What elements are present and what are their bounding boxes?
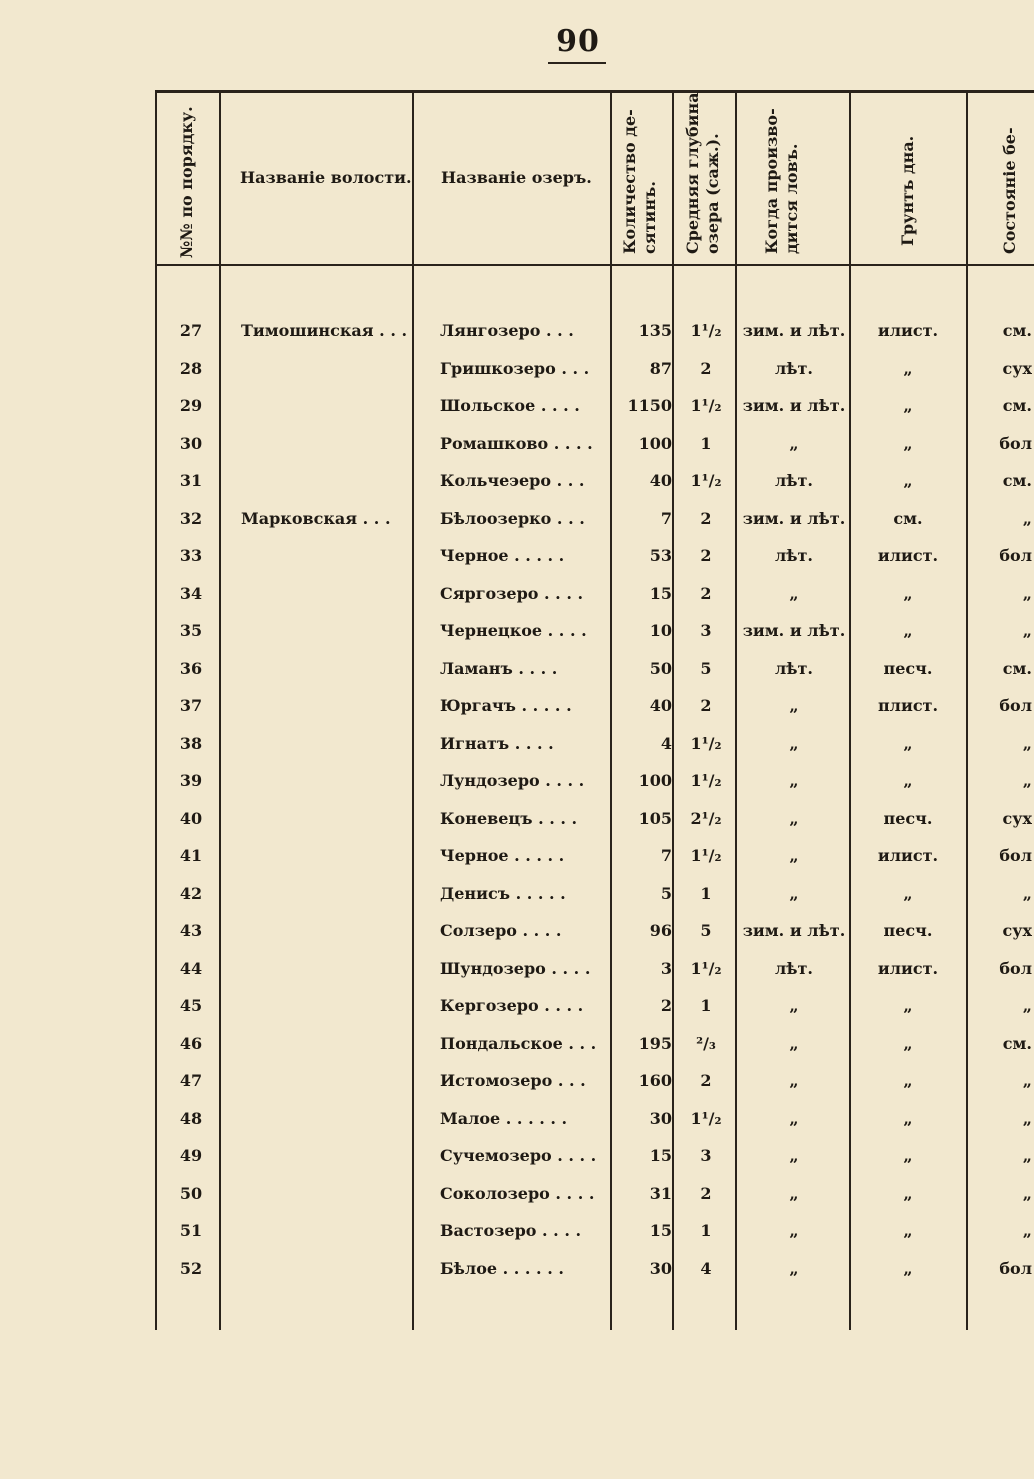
depth-value: 3 — [700, 621, 712, 640]
bottom-soil: илист. — [877, 321, 939, 340]
header-area-line2: сятинъ. — [640, 181, 659, 254]
bottom-soil: „ — [903, 1221, 913, 1240]
table-row — [0, 658, 1034, 680]
table-row — [0, 995, 1034, 1017]
header-bottom-rule — [155, 264, 1034, 266]
shore-state: „ — [1022, 1108, 1032, 1128]
depth-value: 2 — [700, 358, 712, 378]
row-number: 46 — [179, 1033, 203, 1053]
fishing-season: зим. и лѣт. — [742, 621, 846, 640]
fishing-season: лѣт. — [774, 658, 813, 678]
area-value: 105 — [638, 808, 672, 828]
shore-state: бол — [999, 958, 1032, 978]
header-num: №№ по порядку. — [177, 106, 196, 258]
depth-value: 4 — [700, 1258, 712, 1278]
table-row — [0, 583, 1034, 605]
table-row — [0, 433, 1034, 455]
row-number: 50 — [179, 1183, 203, 1203]
lake-name: Черное . . . . . — [440, 846, 565, 865]
lake-name: Черное . . . . . — [440, 546, 565, 565]
depth-value: 1¹/₂ — [690, 471, 722, 490]
bottom-soil: „ — [903, 358, 913, 378]
table-row — [0, 1183, 1034, 1205]
table-row — [0, 695, 1034, 717]
lake-name: Игнатъ . . . . — [440, 733, 554, 753]
fishing-season: „ — [789, 1108, 799, 1128]
header-area-line1: Количество де- — [620, 109, 639, 254]
depth-value: 1¹/₂ — [690, 733, 722, 753]
lake-name: Ромашково . . . . — [440, 433, 593, 453]
lake-name: Ламанъ . . . . — [440, 658, 558, 678]
shore-state: „ — [1022, 996, 1032, 1015]
shore-state: „ — [1022, 508, 1032, 528]
lake-name: Малое . . . . . . — [440, 1108, 568, 1128]
depth-value: 2 — [700, 583, 712, 603]
area-value: 5 — [660, 883, 672, 903]
fishing-season: зим. и лѣт. — [742, 921, 846, 940]
depth-value: 2 — [700, 1183, 712, 1203]
area-value: 7 — [660, 846, 672, 865]
lake-name: Бѣлоозерко . . . — [440, 508, 585, 528]
shore-state: „ — [1022, 1183, 1032, 1203]
row-number: 34 — [179, 583, 203, 603]
depth-value: 1¹/₂ — [690, 396, 722, 415]
row-number: 43 — [179, 921, 203, 940]
depth-value: 1 — [700, 996, 712, 1015]
row-number: 32 — [179, 508, 203, 528]
lake-name: Сучемозеро . . . . — [440, 1146, 597, 1165]
area-value: 31 — [649, 1183, 672, 1203]
table-row — [0, 620, 1034, 642]
bottom-soil: „ — [903, 471, 913, 490]
depth-value: 1¹/₂ — [690, 1108, 722, 1128]
bottom-soil: илист. — [877, 846, 939, 865]
fishing-season: „ — [789, 996, 799, 1015]
lake-name: Лянгозеро . . . — [440, 321, 574, 340]
area-value: 15 — [649, 1146, 672, 1165]
row-number: 41 — [179, 846, 203, 865]
row-number: 44 — [179, 958, 203, 978]
row-number: 47 — [179, 1071, 203, 1090]
fishing-season: „ — [789, 696, 799, 715]
table-row — [0, 1145, 1034, 1167]
shore-state: бол — [999, 1258, 1032, 1278]
depth-value: 3 — [700, 1146, 712, 1165]
depth-value: 1 — [700, 433, 712, 453]
bottom-soil: „ — [903, 396, 913, 415]
area-value: 96 — [649, 921, 672, 940]
depth-value: 2 — [700, 546, 712, 565]
row-number: 40 — [179, 808, 203, 828]
table-top-rule — [155, 90, 1034, 93]
table-row — [0, 733, 1034, 755]
lake-name: Юргачъ . . . . . — [440, 696, 572, 715]
depth-value: 2 — [700, 508, 712, 528]
fishing-season: „ — [789, 771, 799, 790]
lake-name: Вастозеро . . . . — [440, 1221, 582, 1240]
fishing-season: „ — [789, 733, 799, 753]
shore-state: бол — [999, 846, 1032, 865]
bottom-soil: „ — [903, 621, 913, 640]
depth-value: 2 — [700, 696, 712, 715]
bottom-soil: „ — [903, 883, 913, 903]
table-row — [0, 508, 1034, 530]
area-value: 1150 — [627, 396, 672, 415]
row-number: 38 — [179, 733, 203, 753]
fishing-season: „ — [789, 1146, 799, 1165]
area-value: 53 — [649, 546, 672, 565]
header-when-line1: Когда произво- — [762, 108, 781, 254]
fishing-season: „ — [789, 1071, 799, 1090]
shore-state: „ — [1022, 1221, 1032, 1240]
fishing-season: лѣт. — [774, 358, 813, 378]
lake-name: Кольчеэеро . . . — [440, 471, 585, 490]
row-number: 51 — [179, 1221, 203, 1240]
row-number: 39 — [179, 771, 203, 790]
fishing-season: „ — [789, 433, 799, 453]
fishing-season: „ — [789, 1033, 799, 1053]
row-number: 52 — [179, 1258, 203, 1278]
lake-name: Солзеро . . . . — [440, 921, 562, 940]
area-value: 15 — [649, 1221, 672, 1240]
table-row — [0, 470, 1034, 492]
row-number: 31 — [179, 471, 203, 490]
table-row — [0, 883, 1034, 905]
lake-name: Коневецъ . . . . — [440, 808, 578, 828]
row-number: 36 — [179, 658, 203, 678]
table-row — [0, 770, 1034, 792]
lake-name: Лундозеро . . . . — [440, 771, 585, 790]
area-value: 4 — [660, 733, 672, 753]
bottom-soil: „ — [903, 1071, 913, 1090]
bottom-soil: илист. — [877, 958, 939, 978]
bottom-soil: „ — [903, 1183, 913, 1203]
table-row — [0, 920, 1034, 942]
depth-value: 1¹/₂ — [690, 958, 722, 978]
lake-name: Кергозеро . . . . — [440, 996, 584, 1015]
area-value: 87 — [649, 358, 672, 378]
shore-state: „ — [1022, 883, 1032, 903]
bottom-soil: „ — [903, 1258, 913, 1278]
area-value: 30 — [649, 1108, 672, 1128]
row-number: 33 — [179, 546, 203, 565]
lake-name: Шундозеро . . . . — [440, 958, 591, 978]
depth-value: ²/₃ — [696, 1033, 716, 1053]
row-number: 49 — [179, 1146, 203, 1165]
shore-state: бол — [999, 433, 1032, 453]
bottom-soil: см. — [893, 508, 923, 528]
depth-value: 1 — [700, 883, 712, 903]
depth-value: 1 — [700, 1221, 712, 1240]
bottom-soil: „ — [903, 583, 913, 603]
lake-name: Гришкозеро . . . — [440, 358, 590, 378]
fishing-season: „ — [789, 1258, 799, 1278]
lake-name: Сяргозеро . . . . — [440, 583, 584, 603]
fishing-season: „ — [789, 583, 799, 603]
table-row — [0, 320, 1034, 342]
header-when-line2: дится ловъ. — [782, 143, 801, 254]
fishing-season: „ — [789, 1221, 799, 1240]
area-value: 195 — [638, 1033, 672, 1053]
shore-state: см. — [1002, 321, 1032, 340]
depth-value: 5 — [700, 921, 712, 940]
fishing-season: лѣт. — [774, 471, 813, 490]
bottom-soil: илист. — [877, 546, 939, 565]
area-value: 40 — [649, 696, 672, 715]
shore-state: бол — [999, 546, 1032, 565]
shore-state: „ — [1022, 583, 1032, 603]
depth-value: 5 — [700, 658, 712, 678]
row-number: 29 — [179, 396, 203, 415]
lake-name: Соколозеро . . . . — [440, 1183, 595, 1203]
bottom-soil: песч. — [883, 921, 933, 940]
shore-state: см. — [1002, 471, 1032, 490]
lake-name: Чернецкое . . . . — [440, 621, 587, 640]
row-number: 27 — [179, 321, 203, 340]
volost-name: Тимошинская . . . — [241, 321, 408, 340]
table-row — [0, 1033, 1034, 1055]
bottom-soil: песч. — [883, 658, 933, 678]
page-number: 90 — [556, 24, 600, 59]
row-number: 30 — [179, 433, 203, 453]
row-number: 37 — [179, 696, 203, 715]
area-value: 2 — [660, 996, 672, 1015]
shore-state: „ — [1022, 733, 1032, 753]
area-value: 30 — [649, 1258, 672, 1278]
bottom-soil: плист. — [877, 696, 939, 715]
lake-name: Шольское . . . . — [440, 396, 580, 415]
depth-value: 2¹/₂ — [690, 808, 722, 828]
header-state: Состоянiе бе- — [1000, 127, 1019, 254]
shore-state: сух — [1002, 808, 1032, 828]
bottom-soil: песч. — [883, 808, 933, 828]
row-number: 42 — [179, 883, 203, 903]
volost-name: Марковская . . . — [241, 508, 391, 528]
table-row — [0, 1108, 1034, 1130]
area-value: 135 — [638, 321, 672, 340]
header-volost: Названiе волости. — [240, 168, 412, 187]
table-row — [0, 1220, 1034, 1242]
table-row — [0, 958, 1034, 980]
area-value: 3 — [660, 958, 672, 978]
fishing-season: зим. и лѣт. — [742, 321, 846, 340]
lake-name: Бѣлое . . . . . . — [440, 1258, 564, 1278]
header-lake: Названiе озеръ. — [441, 168, 592, 187]
table-row — [0, 358, 1034, 380]
shore-state: см. — [1002, 1033, 1032, 1053]
bottom-soil: „ — [903, 433, 913, 453]
lake-name: Истомозеро . . . — [440, 1071, 586, 1090]
bottom-soil: „ — [903, 1146, 913, 1165]
fishing-season: зим. и лѣт. — [742, 396, 846, 415]
header-soil: Грунтъ дна. — [898, 135, 917, 246]
shore-state: см. — [1002, 658, 1032, 678]
fishing-season: лѣт. — [774, 958, 813, 978]
depth-value: 1¹/₂ — [690, 846, 722, 865]
shore-state: бол — [999, 696, 1032, 715]
bottom-soil: „ — [903, 771, 913, 790]
table-row — [0, 1258, 1034, 1280]
depth-value: 2 — [700, 1071, 712, 1090]
depth-value: 1¹/₂ — [690, 771, 722, 790]
area-value: 100 — [638, 771, 672, 790]
fishing-season: зим. и лѣт. — [742, 508, 846, 528]
fishing-season: „ — [789, 808, 799, 828]
row-number: 35 — [179, 621, 203, 640]
shore-state: см. — [1002, 396, 1032, 415]
table-row — [0, 395, 1034, 417]
fishing-season: лѣт. — [774, 546, 813, 565]
area-value: 100 — [638, 433, 672, 453]
shore-state: „ — [1022, 621, 1032, 640]
header-depth-line2: озера (саж.). — [703, 133, 722, 254]
area-value: 10 — [649, 621, 672, 640]
area-value: 7 — [660, 508, 672, 528]
fishing-season: „ — [789, 1183, 799, 1203]
area-value: 50 — [649, 658, 672, 678]
row-number: 28 — [179, 358, 203, 378]
lake-name: Пондальское . . . — [440, 1033, 597, 1053]
table-row — [0, 845, 1034, 867]
row-number: 45 — [179, 996, 203, 1015]
lake-name: Денисъ . . . . . — [440, 883, 566, 903]
bottom-soil: „ — [903, 1108, 913, 1128]
shore-state: „ — [1022, 771, 1032, 790]
shore-state: „ — [1022, 1071, 1032, 1090]
shore-state: „ — [1022, 1146, 1032, 1165]
shore-state: сух — [1002, 358, 1032, 378]
table-row — [0, 1070, 1034, 1092]
table-row — [0, 545, 1034, 567]
bottom-soil: „ — [903, 1033, 913, 1053]
header-depth-line1: Средняя глубина — [683, 92, 702, 254]
shore-state: сух — [1002, 921, 1032, 940]
area-value: 40 — [649, 471, 672, 490]
bottom-soil: „ — [903, 733, 913, 753]
depth-value: 1¹/₂ — [690, 321, 722, 340]
row-number: 48 — [179, 1108, 203, 1128]
area-value: 160 — [638, 1071, 672, 1090]
area-value: 15 — [649, 583, 672, 603]
fishing-season: „ — [789, 846, 799, 865]
table-row — [0, 808, 1034, 830]
fishing-season: „ — [789, 883, 799, 903]
bottom-soil: „ — [903, 996, 913, 1015]
